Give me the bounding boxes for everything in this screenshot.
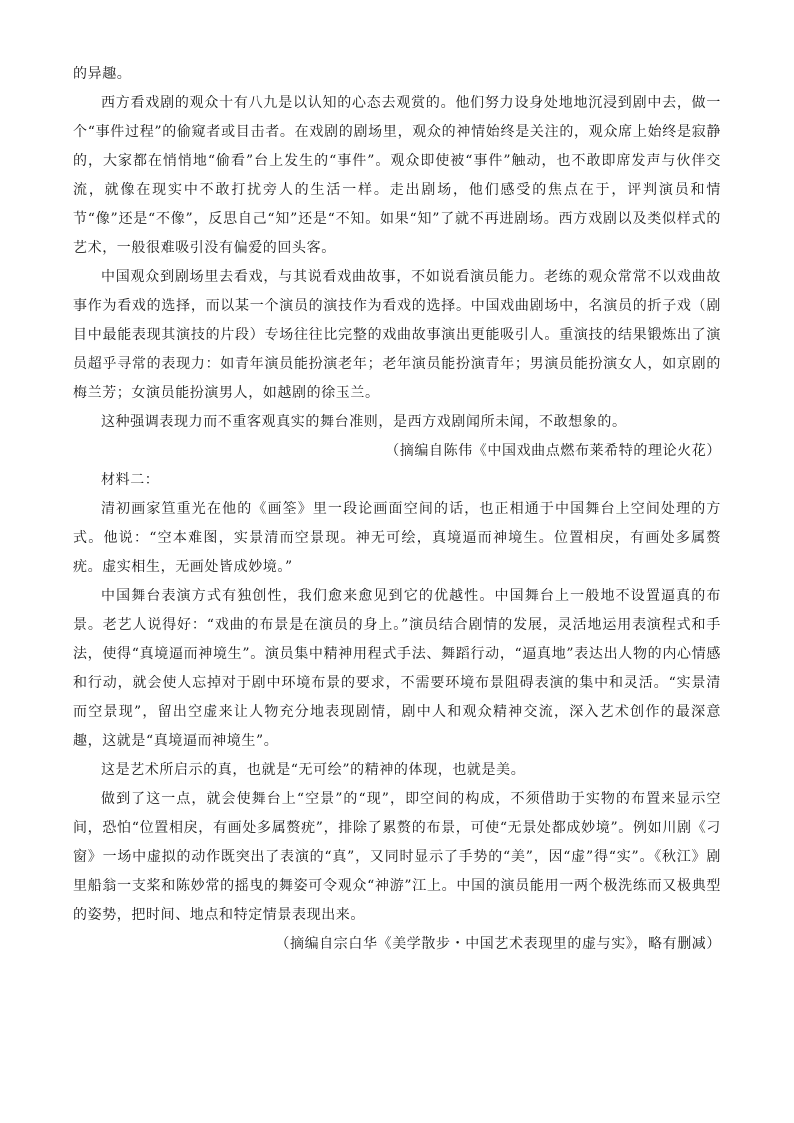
document-page: [73, 60, 721, 959]
paragraph-chinese-audience: 中国观众到剧场里去看戏，与其说看戏曲故事，不如说看演员能力。老练的观众常常不以戏曲故事作为看戏的选择，而以某一个演员的演技作为看戏的选择。中国戏曲剧场中，名演员的折子戏（剧目中最能表现其演技的片段）专场往往比完整的戏曲故事演出更能吸引人。重演技的结果锻炼出了演员超乎寻常的表现力：如青年演员能扮演老年；老年演员能扮演青年；男演员能扮演女人，如京剧的梅兰芳；女演员能扮演男人，如越剧的徐玉兰。: [73, 269, 721, 401]
paragraph-western-audience: 西方看戏剧的观众十有八九是以认知的心态去观赏的。他们努力设身处地地沉浸到剧中去，做一个“事件过程”的偷窥者或目击者。在戏剧的剧场里，观众的神情始终是关注的，观众席上始终是寂静的，大家都在悄悄地“偷看”台上发生的“事件”。观众即使被“事件”触动，也不敢即席发声与伙伴交流，就像在现实中不敢打扰旁人的生活一样。走出剧场，他们感受的焦点在于，评判演员和情节“像”还是“不像”，反思自己“知”还是“不知。如果“知”了就不再进剧场。西方戏剧以及类似样式的艺术，一般很难吸引没有偏爱的回头客。: [73, 95, 721, 256]
source-citation-1: （摘编自陈伟《中国戏曲点燃布莱希特的理论火花）: [385, 443, 721, 459]
paragraph-huaquan-quote: 清初画家笪重光在他的《画筌》里一段论画面空间的话，也正相通于中国舞台上空间处理的方式。他说：“空本难图，实景清而空景现。神无可绘，真境逼而神境生。位置相戾，有画处多属赘疣。虚实相生，无画处皆成妙境。”: [73, 501, 721, 575]
paragraph-stage-principle: 这种强调表现力而不重客观真实的舞台准则，是西方戏剧闻所未闻，不敢想象的。: [101, 414, 627, 430]
paragraph-continuation: 的异趣。: [73, 66, 132, 82]
paragraph-empty-scene: 做到了这一点，就会使舞台上“空景”的“现”，即空间的构成，不须借助于实物的布置来显示空间，恐怕“位置相戾，有画处多属赘疣”，排除了累赘的布景，可使“无景处都成妙境”。例如川剧《刁窗》一场中虚拟的动作既突出了表演的“真”，又同时显示了手势的“美”，因“虚”得“实”。《秋江》剧里船翁一支桨和陈妙常的摇曳的舞姿可令观众“神游”江上。中国的演员能用一两个极洗练而又极典型的姿势，把时间、地点和特定情景表现出来。: [73, 791, 721, 923]
paragraph-art-truth: 这是艺术所启示的真，也就是“无可绘”的精神的体现，也就是美。: [101, 762, 526, 778]
source-citation-2: （摘编自宗白华《美学散步・中国艺术表现里的虚与实》，略有删减）: [275, 936, 721, 952]
material-two-heading: 材料二：: [101, 472, 160, 488]
paragraph-stage-method: 中国舞台表演方式有独创性，我们愈来愈见到它的优越性。中国舞台上一般地不设置逼真的布景。老艺人说得好：“戏曲的布景是在演员的身上。”演员结合剧情的发展，灵活地运用表演程式和手法，使得“真境逼而神境生”。演员集中精神用程式手法、舞蹈行动，“逼真地”表达出人物的内心情感和行动，就会使人忘掉对于剧中环境布景的要求，不需要环境布景阻碍表演的集中和灵活。“实景清而空景现”，留出空虚来让人物充分地表现剧情，剧中人和观众精神交流，深入艺术创作的最深意趣，这就是“真境逼而神境生”。: [73, 588, 721, 749]
